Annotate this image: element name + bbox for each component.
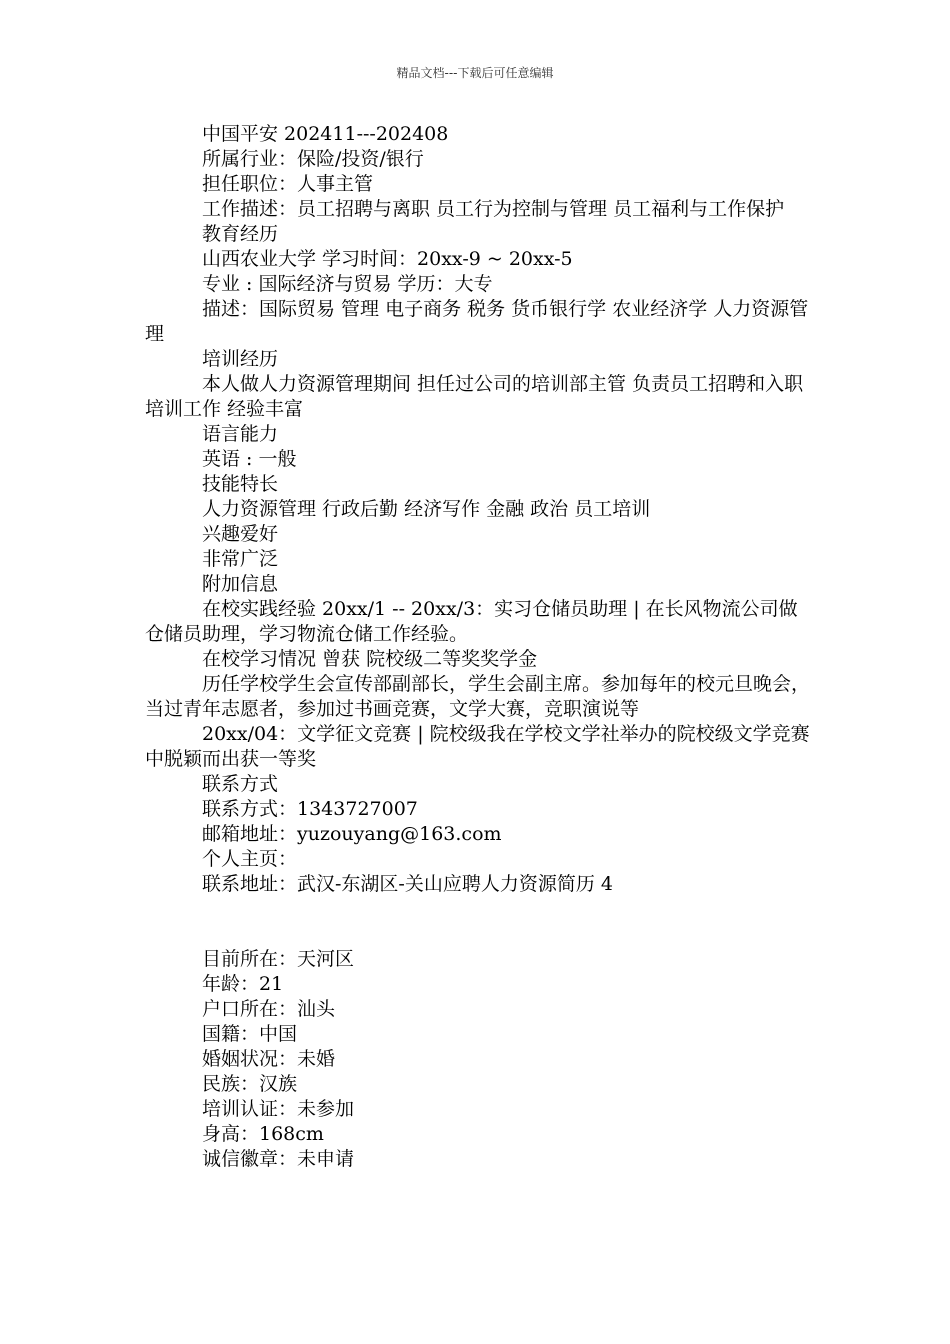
address-line: 联系地址：武汉-东湖区-关山应聘人力资源简历 4 [202,873,613,895]
major-line: 专业 : 国际经济与贸易 学历：大专 [202,273,493,295]
additional-info-heading: 附加信息 [202,573,279,595]
homepage-line: 个人主页： [202,848,298,870]
english-level-line: 英语 : 一般 [202,448,297,470]
contact-heading: 联系方式 [202,773,279,795]
email-line: 邮箱地址：yuzouyang@163.com [202,823,502,845]
work-period-line: 中国平安 202411---202408 [202,123,449,145]
training-description: 本人做人力资源管理期间 担任过公司的培训部主管 负责员工招聘和入职培训工作 经验丰富 [145,373,804,420]
height-line: 身高：168cm [202,1123,324,1145]
section-gap [145,897,815,947]
education-heading: 教育经历 [202,223,279,245]
age-line: 年龄：21 [202,973,284,995]
hobbies-line: 非常广泛 [202,548,279,570]
language-heading: 语言能力 [202,423,279,445]
practice-experience-line: 在校实践经验 20xx/1 -- 20xx/3：实习仓储员助理 | 在长风物流公司做仓储员助理，学习物流仓储工作经验。 [145,598,798,645]
school-line: 山西农业大学 学习时间：20xx-9 ~ 20xx-5 [202,248,573,270]
resume-body [145,122,815,1172]
work-education-section [145,122,815,897]
student-union-line: 历任学校学生会宣传部副部长，学生会副主席。参加每年的校元旦晚会，当过青年志愿者，参加过书画竞赛，文学大赛，竞职演说等 [145,673,811,720]
courses-line: 描述：国际贸易 管理 电子商务 税务 货币银行学 农业经济学 人力资源管理 [145,298,809,345]
nationality-line: 国籍：中国 [202,1023,298,1045]
industry-line: 所属行业：保险/投资/银行 [202,148,424,170]
certification-line: 培训认证：未参加 [202,1098,355,1120]
hukou-line: 户口所在：汕头 [202,998,336,1020]
hobbies-heading: 兴趣爱好 [202,523,279,545]
current-location-line: 目前所在：天河区 [202,948,355,970]
ethnicity-line: 民族：汉族 [202,1073,298,1095]
work-description-line: 工作描述：员工招聘与离职 员工行为控制与管理 员工福利与工作保护 [202,198,785,220]
skills-heading: 技能特长 [202,473,279,495]
personal-info-section [145,947,815,1172]
position-line: 担任职位：人事主管 [202,173,374,195]
phone-line: 联系方式：1343727007 [202,798,418,820]
page-header: 精品文档---下载后可任意编辑 [396,66,554,80]
study-award-line: 在校学习情况 曾获 院校级二等奖奖学金 [202,648,538,670]
essay-contest-line: 20xx/04：文学征文竞赛 | 院校级我在学校文学社举办的院校级文学竞赛中脱颖而出获一等奖 [145,723,810,770]
integrity-badge-line: 诚信徽章：未申请 [202,1148,355,1170]
marital-status-line: 婚姻状况：未婚 [202,1048,336,1070]
training-heading: 培训经历 [202,348,279,370]
skills-line: 人力资源管理 行政后勤 经济写作 金融 政治 员工培训 [202,498,651,520]
